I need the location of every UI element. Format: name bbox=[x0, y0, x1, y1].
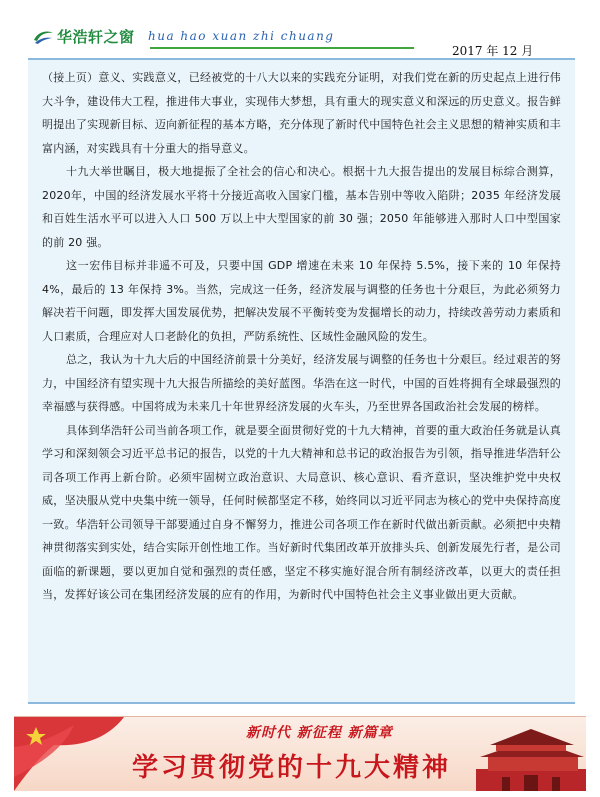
paragraph-2: 十九大举世瞩目，极大地提振了全社会的信心和决心。根据十九大报告提出的发展目标综合测算，2020年，中国的经济发展水平将十分接近高收入国家门槛，基本告别中等收入陷阱；2035 年经济发展和百姓生活水平可以进入人口 500 万以上中大型国家的前 30 强；2050 年能够进入那时人口中型国家的前 20 强。 bbox=[42, 165, 561, 249]
header-pinyin: hua hao xuan zhi chuang bbox=[148, 29, 335, 43]
paragraph-5: 具体到华浩轩公司当前各项工作，就是要全面贯彻好党的十九大精神，首要的重大政治任务就是认真学习和深刻领会习近平总书记的报告，以党的十九大精神和总书记的政治报告为引领，指导推进华浩轩公司各项工作再上新台阶。必须牢固树立政治意识、大局意识、核心意识、看齐意识，坚决维护党中央权威，坚决服从党中央集中统一领导，任何时候都坚定不移，始终同以习近平同志为核心的党中央保持高度一致。华浩轩公司领导干部要通过自身不懈努力，推进公司各项工作在新时代做出新贡献。必须把中央精神贯彻落实到实处，结合实际开创性地工作。当好新时代集团改革开放排头兵、创新发展先行者，是公司面临的新课题，要以更加自觉和强烈的责任感，坚定不移实施好混合所有制经济改革，以更大的责任担当，发挥好该公司在集团经济发展的应有的作用，为新时代中国特色社会主义事业做出更大贡献。 bbox=[42, 423, 561, 601]
paragraph-1: （接上页）意义、实践意义，已经被党的十八大以来的实践充分证明，对我们党在新的历史起点上进行伟大斗争，建设伟大工程，推进伟大事业，实现伟大梦想，具有重大的现实意义和深远的历史意义。报告鲜明提出了实现新目标、迈向新征程的基本方略，充分体现了新时代中国特色社会主义思想的精神实质和丰富内涵，对实践具有十分重大的指导意义。 bbox=[42, 71, 561, 155]
logo-text: 华浩轩之窗 bbox=[57, 28, 135, 46]
issue-date: 2017 年 12 月 bbox=[452, 44, 534, 58]
logo bbox=[32, 26, 135, 47]
article-body bbox=[28, 58, 575, 704]
swoosh-logo-icon bbox=[32, 29, 54, 45]
paragraph-3: 这一宏伟目标并非遥不可及，只要中国 GDP 增速在未来 10 年保持 5.5%，接下来的 10 年保持 4%，最后的 13 年保持 3%。当然，完成这一任务，经济发展与调整的任务也十分艰巨，为此必须努力解决若干问题，即发挥大国发展优势，把解决发展不平衡转变为发掘增长的动力，持续改善劳动力素质和人口素质，合理应对人口老龄化的负担，严防系统性、区域性金融风险的发生。 bbox=[42, 259, 561, 343]
footer-banner bbox=[14, 716, 586, 791]
paragraph-4: 总之，我认为十九大后的中国经济前景十分美好，经济发展与调整的任务也十分艰巨。经过艰苦的努力，中国经济有望实现十九大报告所描绘的美好蓝图。华浩在这一时代，中国的百姓将拥有全球最强烈的幸福感与获得感。中国将成为未来几十年世界经济发展的火车头，乃至世界各国政治社会发展的榜样。 bbox=[42, 353, 561, 413]
red-flag-icon bbox=[14, 717, 124, 791]
banner-slogan: 新时代 新征程 新篇章 bbox=[246, 725, 393, 741]
header-divider bbox=[150, 47, 414, 49]
banner-title: 学习贯彻党的十九大精神 bbox=[132, 753, 452, 783]
tiananmen-icon bbox=[466, 717, 586, 791]
page-header bbox=[0, 0, 600, 58]
